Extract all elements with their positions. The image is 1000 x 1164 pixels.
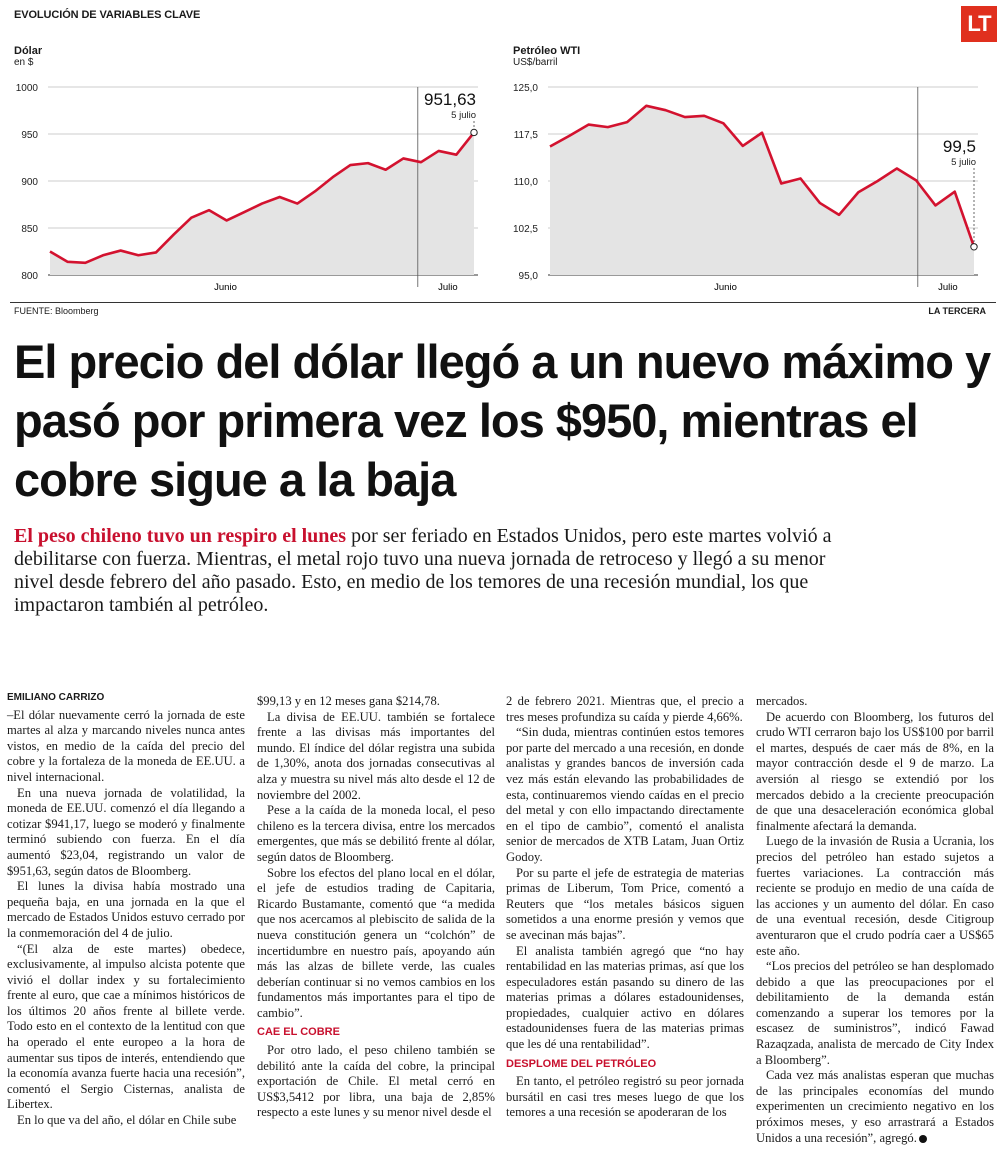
chart-petroleo-title: Petróleo WTI [513, 45, 581, 57]
article-paragraph: Luego de la invasión de Rusia a Ucrania, los precios del petróleo han estado sujetos a fuertes variaciones. La contracción más reciente se produjo en medio de una caída de las acciones y un aumento del dólar. En caso de una eventual recesión, desde Citigroup aventuraron que el crudo podría caer a US$65 este año. [756, 834, 994, 958]
y-tick-label: 125,0 [512, 83, 538, 94]
annotation-date: 5 julio [451, 110, 476, 121]
article-paragraph: Por su parte el jefe de estrategia de materias primas de Liberum, Tom Price, comentó a Reuters que “los metales básicos siguen sometidos a una enorme presión y vemos que se avecinan más bajas”. [506, 865, 744, 942]
y-tick-label: 117,5 [513, 130, 538, 141]
chart-dolar-title: Dólar [14, 45, 43, 57]
section-label: EVOLUCIÓN DE VARIABLES CLAVE [14, 9, 201, 21]
chart-source: FUENTE: Bloomberg [14, 306, 99, 316]
x-month-label: Julio [938, 282, 958, 293]
byline: EMILIANO CARRIZO [7, 692, 105, 703]
end-point-marker [471, 129, 477, 135]
divider [10, 302, 996, 303]
chart-petroleo-title-block [513, 45, 580, 68]
article-paragraph: Cada vez más analistas esperan que muchas de las principales economías del mundo experimenten un crecimiento negativo en los próximos meses, y eso arrastrará a Estados Unidos a una recesión”, agregó. [756, 1068, 994, 1145]
article-paragraph: Sobre los efectos del plano local en el dólar, el jefe de estudios trading de Capitaria, Ricardo Bustamante, comentó que “a medida que nos acercamos al plebiscito de salida de la nueva constitución genera un “colchón” de incertidumbre en nuestro país, apoyando aún más las alzas de billete verde, las cuales deberían continuar si no vemos cambios en los fundamentos más importantes para el tipo de cambio”. [257, 865, 495, 1020]
lead-text: por ser feriado en Estados Unidos, pero este martes volvió a debilitarse con fuerza. Mientras, el metal rojo tuvo una nueva jornada de retroceso y llegó a su menor nivel desde febrero del año pasado. Esto, en medio de los temores de una recesión mundial, los que impactaron también al petróleo. [14, 525, 832, 616]
chart-petroleo [500, 75, 990, 300]
section-subhead: DESPLOME DEL PETRÓLEO [506, 1057, 657, 1070]
article-paragraph: De acuerdo con Bloomberg, los futuros del crudo WTI cerraron bajo los US$100 por barril el martes, después de caer más de 8%, en la mayor contracción desde el 9 de marzo. La aversión al riesgo se extendió por los mercados debido a la creciente preocupación de que una desaceleración económica global finalmente afectará la demanda. [756, 709, 994, 833]
article-paragraph: $99,13 y en 12 meses gana $214,78. [257, 694, 440, 708]
y-tick-label: 110,0 [513, 177, 538, 188]
publisher-credit: LA TERCERA [928, 306, 986, 316]
article-paragraph: “(El alza de este martes) obedece, exclusivamente, al impulso alcista potente que vivió el dollar index y su fortalecimiento frente al euro, que cae a mínimos históricos de los últimos 20 años frente al billete verde. Todo esto en el contexto de la lentitud con que ha operado el ente europeo a la hora de aumentar sus tipos de interés, entendiendo que la economía avanza fuerte hacia una recesión”, comentó el Sergio Cisternas, analista de Libertex. [7, 941, 245, 1112]
y-tick-label: 95,0 [518, 271, 538, 282]
chart-petroleo-unit: US$/barril [513, 57, 558, 68]
x-month-label: Junio [714, 282, 737, 293]
article-paragraph: Pese a la caída de la moneda local, el peso chileno es la tercera divisa, entre los mercados emergentes, que más se debilitó frente al dólar, según datos de Bloomberg. [257, 803, 495, 864]
article-paragraph: mercados. [756, 694, 808, 708]
la-tercera-logo: LT [961, 6, 997, 42]
article-paragraph: 2 de febrero 2021. Mientras que, el precio a tres meses profundiza su caída y pierde 4,66%. [506, 694, 744, 724]
chart-dolar-unit: en $ [14, 57, 34, 68]
headline: El precio del dólar llegó a un nuevo máximo y pasó por primera vez los $950, mientras el cobre sigue a la baja [14, 335, 991, 506]
chart-dolar-title-block [14, 45, 42, 68]
chart-dolar [0, 75, 490, 300]
end-point-marker [971, 244, 977, 250]
y-tick-label: 800 [21, 271, 38, 282]
article-column-3 [506, 694, 744, 1121]
annotation-value: 99,5 [942, 137, 976, 156]
article-paragraph: En lo que va del año, el dólar en Chile sube [17, 1113, 237, 1128]
y-tick-label: 102,5 [512, 224, 538, 235]
end-of-article-icon [919, 1135, 927, 1143]
article-paragraph: Por otro lado, el peso chileno también se debilitó ante la caída del cobre, la principal exportación de Chile. El metal cerró en US$3,5412 por libra, una baja de 2,85% respecto a este lunes y su menor nivel desde el [257, 1043, 495, 1120]
article-paragraph: El lunes la divisa había mostrado una pequeña baja, en una jornada en la que el mercado de Estados Unidos estuvo cerrado por la conmemoración del 4 de julio. [7, 879, 245, 940]
article-paragraph: El analista también agregó que “no hay rentabilidad en las materias primas, así que los especuladores están pasando su dinero de las materias primas a dólares estadounidenses, propiedades, cualquier activo en dólares estadounidenses fuera de las materias primas que les dé una rentabilidad”. [506, 943, 744, 1052]
article-paragraph: “Los precios del petróleo se han desplomado debido a que las preocupaciones por el debilitamiento de la demanda están comenzando a superar los temores por la escasez de suministros”, indicó Fawad Razaqzada, analista de mercado de City Index a Bloomberg”. [756, 959, 994, 1067]
article-paragraph: “Sin duda, mientras continúen estos temores por parte del mercado a una recesión, en donde analistas y grandes bancos de inversión cada vez más están elevando las probabilidades de esta, continuaremos viendo caídas en el precio del metal y con ello impactando directamente en el tipo de cambio”, comentó el analista senior de mercados de XTB Latam, Juan Ortiz Godoy. [506, 725, 744, 864]
x-month-label: Junio [214, 282, 237, 293]
y-tick-label: 900 [21, 177, 38, 188]
annotation-date: 5 julio [951, 157, 976, 168]
y-tick-label: 850 [21, 224, 38, 235]
section-subhead: CAE EL COBRE [257, 1026, 340, 1039]
area-fill [550, 106, 974, 275]
x-month-label: Julio [438, 282, 458, 293]
article-paragraph: –El dólar nuevamente cerró la jornada de este martes al alza y marcando niveles nunca antes vistos, en medio de la caída del precio del cobre y la fortaleza de la moneda de EE.UU. a nivel internacional. [7, 707, 245, 784]
annotation-value: 951,63 [424, 90, 476, 109]
article-column-2 [257, 694, 495, 1121]
article-paragraph: La divisa de EE.UU. también se fortalece frente a las divisas más importantes del mundo. El índice del dólar registra una subida de 1,30%, anota dos jornadas consecutivas al alza y muestra su nivel más alto desde el 12 de noviembre del 2002. [257, 709, 495, 802]
article-column-4 [756, 694, 994, 1146]
lead-paragraph [14, 525, 844, 617]
y-tick-label: 950 [21, 130, 38, 141]
lead-highlight: El peso chileno tuvo un respiro el lunes [14, 525, 347, 547]
y-tick-label: 1000 [15, 83, 38, 94]
article-column-1 [7, 690, 245, 1129]
article-paragraph: En una nueva jornada de volatilidad, la moneda de EE.UU. comenzó el día llegando a cotizar $941,17, luego se moderó y finalmente terminó subiendo con fuerza. En el día aumentó $23,04, registrando un valor de $951,63, según datos de Bloomberg. [7, 785, 245, 878]
article-paragraph: En tanto, el petróleo registró su peor jornada bursátil en casi tres meses luego de que los temores a una recesión se apoderaran de los [506, 1074, 744, 1120]
